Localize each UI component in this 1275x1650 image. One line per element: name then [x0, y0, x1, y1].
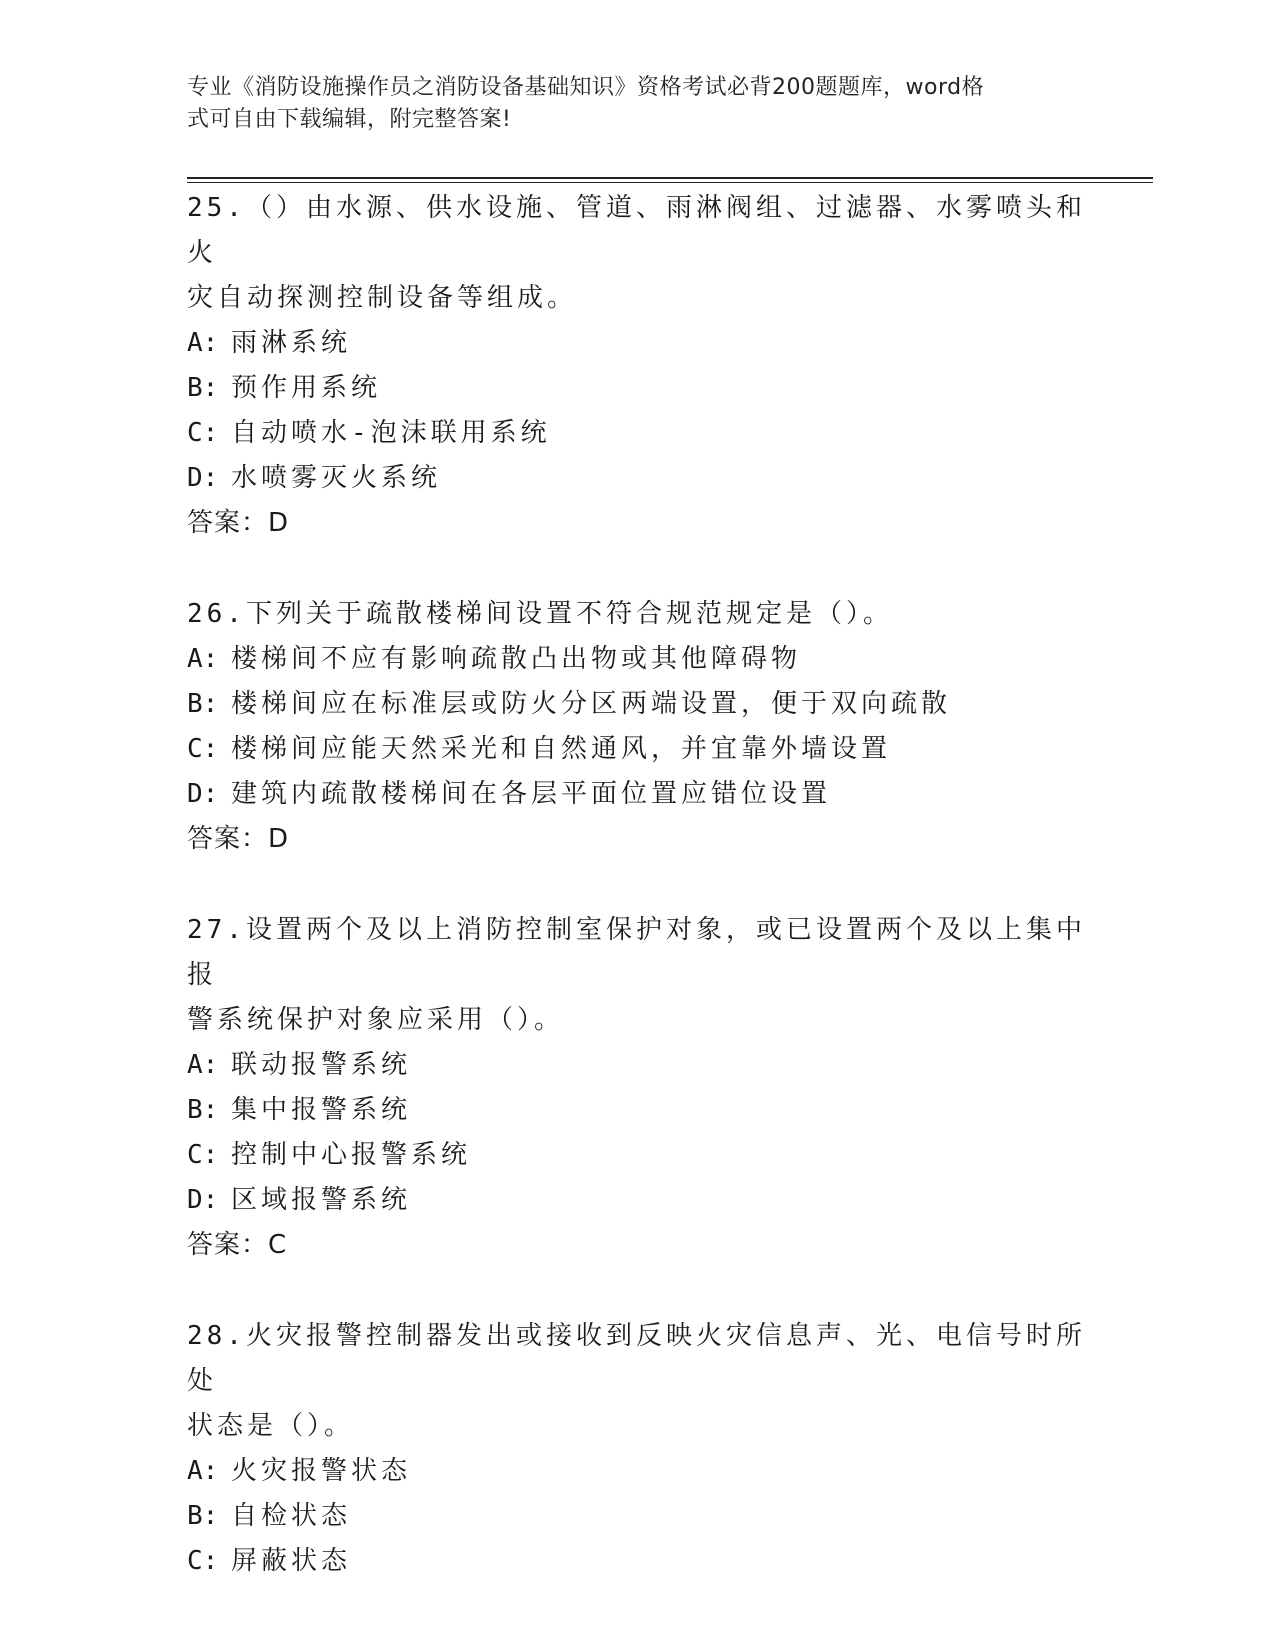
answer-line: 答案：C: [187, 1230, 288, 1260]
question-stem-continued: 警系统保护对象应采用（）。: [187, 1005, 565, 1035]
option-key: D:: [187, 463, 219, 493]
option-key: C:: [187, 418, 219, 448]
option-b: [187, 682, 1087, 727]
option-text: 控制中心报警系统: [231, 1140, 472, 1170]
option-text: 楼梯间应在标准层或防火分区两端设置，便于双向疏散: [231, 689, 952, 719]
option-c: [187, 411, 1087, 456]
question-28: [187, 1314, 1087, 1584]
option-b: [187, 1088, 1087, 1133]
option-text: 建筑内疏散楼梯间在各层平面位置应错位设置: [231, 779, 832, 809]
option-text: 雨淋系统: [231, 328, 352, 358]
question-26: [187, 592, 1087, 862]
option-text: 自检状态: [231, 1501, 352, 1531]
option-d: [187, 772, 1087, 817]
option-a: [187, 1449, 1087, 1494]
option-key: B:: [187, 373, 219, 403]
option-text: 火灾报警状态: [231, 1456, 412, 1486]
option-text: 楼梯间应能天然采光和自然通风，并宜靠外墙设置: [231, 734, 892, 764]
option-a: [187, 321, 1087, 366]
option-a: [187, 637, 1087, 682]
option-key: C:: [187, 1546, 219, 1576]
option-key: A:: [187, 328, 219, 358]
question-stem-continued: 灾自动探测控制设备等组成。: [187, 283, 578, 313]
option-text: 自动喷水-泡沫联用系统: [231, 418, 551, 448]
option-key: C:: [187, 1140, 219, 1170]
question-25: [187, 186, 1087, 546]
header-line-2: 式可自由下载编辑，附完整答案!: [187, 107, 512, 132]
option-key: B:: [187, 1501, 219, 1531]
option-text: 集中报警系统: [231, 1095, 412, 1125]
option-text: 区域报警系统: [231, 1185, 412, 1215]
option-c: [187, 1133, 1087, 1178]
option-key: D:: [187, 1185, 219, 1215]
option-d: [187, 1178, 1087, 1223]
option-text: 水喷雾灭火系统: [231, 463, 442, 493]
option-c: [187, 1539, 1087, 1584]
answer-line: 答案：D: [187, 824, 290, 854]
header-line-1: 专业《消防设施操作员之消防设备基础知识》资格考试必背200题题库，word格: [187, 75, 985, 100]
option-key: D:: [187, 779, 219, 809]
option-b: [187, 366, 1087, 411]
option-text: 屏蔽状态: [231, 1546, 352, 1576]
question-stem: 26.下列关于疏散楼梯间设置不符合规范规定是（）。: [187, 599, 893, 629]
option-key: A:: [187, 644, 219, 674]
question-list: [187, 186, 1087, 1630]
option-a: [187, 1043, 1087, 1088]
question-stem: 28.火灾报警控制器发出或接收到反映火灾信息声、光、电信号时所处: [187, 1321, 1086, 1396]
question-stem: 27.设置两个及以上消防控制室保护对象，或已设置两个及以上集中报: [187, 915, 1086, 990]
answer-line: 答案：D: [187, 508, 290, 538]
option-text: 楼梯间不应有影响疏散凸出物或其他障碍物: [231, 644, 802, 674]
option-key: C:: [187, 734, 219, 764]
question-27: [187, 908, 1087, 1268]
question-stem: 25.（）由水源、供水设施、管道、雨淋阀组、过滤器、水雾喷头和火: [187, 193, 1086, 268]
question-stem-continued: 状态是（）。: [187, 1411, 355, 1441]
option-key: B:: [187, 689, 219, 719]
option-key: A:: [187, 1456, 219, 1486]
document-header: [187, 72, 1067, 136]
header-rule-thin: [187, 182, 1153, 183]
option-key: B:: [187, 1095, 219, 1125]
option-text: 预作用系统: [231, 373, 382, 403]
option-c: [187, 727, 1087, 772]
option-d: [187, 456, 1087, 501]
option-b: [187, 1494, 1087, 1539]
header-rule-thick: [187, 177, 1153, 179]
option-text: 联动报警系统: [231, 1050, 412, 1080]
option-key: A:: [187, 1050, 219, 1080]
